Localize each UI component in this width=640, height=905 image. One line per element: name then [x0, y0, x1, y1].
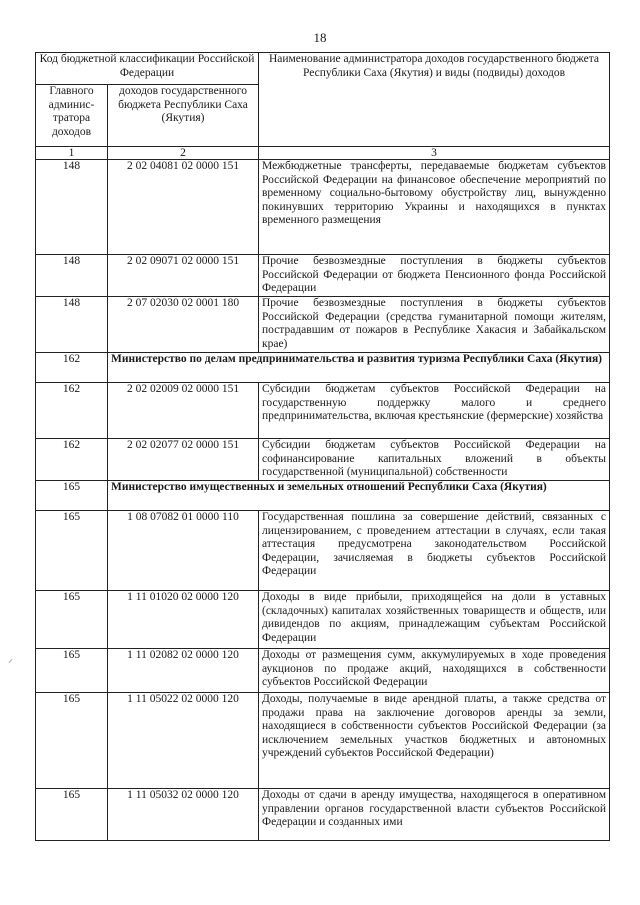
admin-code-cell: 148 [36, 297, 108, 353]
income-description-cell: Субсидии бюджетам субъектов Российской Федерации на софинансирование капитальных вложений в объекты государственной (муниципальной) собственности [259, 439, 610, 481]
income-description-cell: Прочие безвозмездные поступления в бюджеты субъектов Российской Федерации (средства гуманитарной помощи жителям, пострадавшим от пожаров в Республике Хакасия и Забайкальском крае) [259, 297, 610, 353]
admin-code-cell: 165 [36, 649, 108, 693]
income-description-cell: Доходы в виде прибыли, приходящейся на доли в уставных (складочных) капиталах хозяйственных товариществ и обществ, или дивидендов по акциям, принадлежащим субъектам Российской Федерации [259, 591, 610, 649]
income-code-cell: 2 02 02077 02 0000 151 [108, 439, 259, 481]
table-row [36, 789, 610, 841]
table-row [36, 693, 610, 789]
admin-code-cell: 148 [36, 160, 108, 255]
table-row [36, 591, 610, 649]
income-code-cell: 2 02 09071 02 0000 151 [108, 255, 259, 297]
admin-code-cell: 162 [36, 439, 108, 481]
income-description-cell: Государственная пошлина за совершение действий, связанных с лицензированием, с проведением аттестации в случаях, если такая аттестация предусмотрена законодательством Российской Федерации, зачисляемая в бюджеты субъектов Российской Федерации [259, 511, 610, 591]
income-description-cell: Прочие безвозмездные поступления в бюджеты субъектов Российской Федерации от бюджета Пенсионного фонда Российской Федерации [259, 255, 610, 297]
income-description-cell: Доходы, получаемые в виде арендной платы, а также средства от продажи права на заключение договоров аренды за земли, находящиеся в собственности субъектов Российской Федерации (за исключением земельных участков бюджетных и автономных учреждений субъектов Российской Федерации) [259, 693, 610, 789]
section-title-cell: Министерство имущественных и земельных отношений Республики Саха (Якутия) [108, 481, 610, 511]
income-code-cell: 1 11 02082 02 0000 120 [108, 649, 259, 693]
admin-code-cell: 165 [36, 693, 108, 789]
table-row [36, 439, 610, 481]
header-admin-column: Главного админис-тратора доходов [36, 85, 108, 147]
table-row [36, 511, 610, 591]
admin-code-cell: 162 [36, 353, 108, 383]
income-description-cell: Субсидии бюджетам субъектов Российской Федерации на государственную поддержку малого и среднего предпринимательства, включая крестьянские (фермерские) хозяйства [259, 383, 610, 439]
admin-code-cell: 165 [36, 789, 108, 841]
section-row [36, 353, 610, 383]
table-row [36, 649, 610, 693]
header-code-group: Код бюджетной классификации Российской Федерации [36, 53, 259, 85]
income-description-cell: Доходы от сдачи в аренду имущества, находящегося в оперативном управлении органов государственной власти субъектов Российской Федерации и созданных ими [259, 789, 610, 841]
income-code-cell: 2 02 04081 02 0000 151 [108, 160, 259, 255]
section-title-cell: Министерство по делам предпринимательства и развития туризма Республики Саха (Якутия) [108, 353, 610, 383]
admin-code-cell: 165 [36, 591, 108, 649]
income-code-cell: 2 02 02009 02 0000 151 [108, 383, 259, 439]
header-number-3: 3 [259, 147, 610, 160]
table-row [36, 255, 610, 297]
table-row [36, 297, 610, 353]
table-row [36, 383, 610, 439]
header-number-2: 2 [108, 147, 259, 160]
income-description-cell: Доходы от размещения сумм, аккумулируемых в ходе проведения аукционов по продаже акций, находящихся в собственности субъектов Российской Федерации [259, 649, 610, 693]
section-row [36, 481, 610, 511]
budget-classification-table [35, 52, 610, 841]
income-code-cell: 1 11 05022 02 0000 120 [108, 693, 259, 789]
header-income-column: доходов государственного бюджета Республики Саха (Якутия) [108, 85, 259, 147]
admin-code-cell: 165 [36, 511, 108, 591]
admin-code-cell: 162 [36, 383, 108, 439]
admin-code-cell: 165 [36, 481, 108, 511]
table-row [36, 160, 610, 255]
margin-mark: ⸝ [8, 654, 13, 665]
header-name-column: Наименование администратора доходов государственного бюджета Республики Саха (Якутия) и виды (подвиды) доходов [259, 53, 610, 147]
income-code-cell: 2 07 02030 02 0001 180 [108, 297, 259, 353]
header-number-1: 1 [36, 147, 108, 160]
income-code-cell: 1 11 05032 02 0000 120 [108, 789, 259, 841]
income-code-cell: 1 11 01020 02 0000 120 [108, 591, 259, 649]
income-description-cell: Межбюджетные трансферты, передаваемые бюджетам субъектов Российской Федерации на финансовое обеспечение мероприятий по временному социально-бытовому обустройству лиц, вынужденно покинувших территорию Украины и находящихся в пунктах временного размещения [259, 160, 610, 255]
admin-code-cell: 148 [36, 255, 108, 297]
income-code-cell: 1 08 07082 01 0000 110 [108, 511, 259, 591]
page-number: 18 [313, 30, 327, 45]
